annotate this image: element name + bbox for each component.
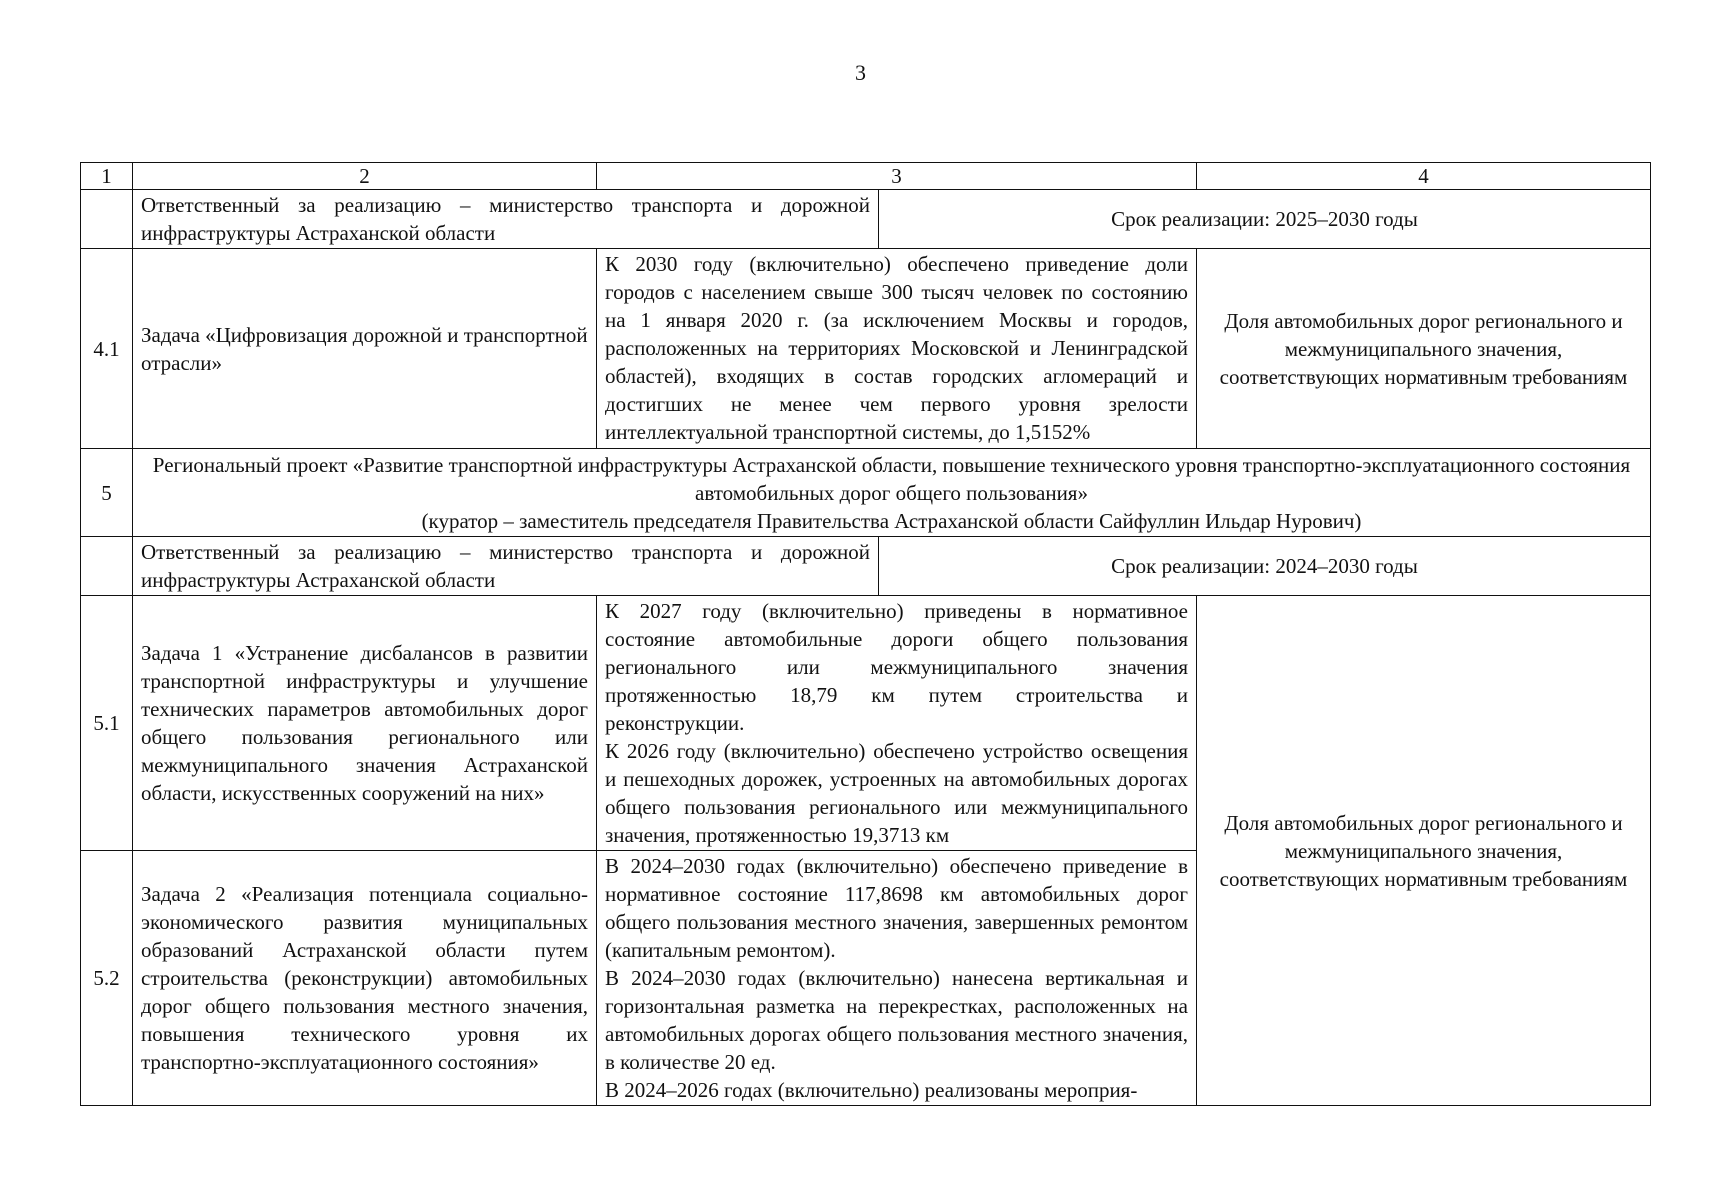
page-number: 3 — [855, 60, 866, 85]
result-paragraph: К 2027 году (включительно) приведены в нормативное состояние автомобильные дороги общего пользования регионального или межмуниципального значения протяженностью 18,79 км путем строительства и реконструкции. — [605, 599, 1188, 735]
task-cell: Задача 1 «Устранение дисбалансов в развитии транспортной инфраструктуры и улучшение технических параметров автомобильных дорог общего пользования регионального или межмуниципального значения Астраханской области, искусственных сооружений на них» — [133, 596, 597, 851]
responsible-row-5 — [81, 537, 1651, 596]
row-number: 5.2 — [81, 851, 133, 1106]
header-col-4: 4 — [1197, 163, 1651, 190]
result-cell — [597, 851, 1197, 1106]
program-table — [80, 162, 1651, 1106]
result-cell — [597, 596, 1197, 851]
task-cell: Задача «Цифровизация дорожной и транспортной отрасли» — [133, 249, 597, 449]
row-number: 4.1 — [81, 249, 133, 449]
project-row-5 — [81, 449, 1651, 537]
responsible-text: Ответственный за реализацию – министерство транспорта и дорожной инфраструктуры Астраханской области — [133, 537, 879, 596]
result-paragraph: В 2024–2030 годах (включительно) нанесена вертикальная и горизонтальная разметка на перекрестках, расположенных на автомобильных дорогах общего пользования местного значения, в количестве 20 ед. — [605, 966, 1188, 1074]
header-col-1: 1 — [81, 163, 133, 190]
row-number: 5.1 — [81, 596, 133, 851]
task-cell: Задача 2 «Реализация потенциала социально-экономического развития муниципальных образований Астраханской области путем строительства (реконструкции) автомобильных дорог общего пользования местного значения, повышения технического уровня их транспортно-эксплуатационного состояния» — [133, 851, 597, 1106]
result-paragraph: В 2024–2030 годах (включительно) обеспечено приведение в нормативное состояние 117,8698 км автомобильных дорог общего пользования местного значения, завершенных ремонтом (капитальным ремонтом). — [605, 854, 1188, 962]
indicator-cell: Доля автомобильных дорог регионального и межмуниципального значения, соответствующих нормативным требованиям — [1197, 596, 1651, 1106]
header-col-3: 3 — [597, 163, 1197, 190]
row-number: 5 — [81, 449, 133, 537]
indicator-cell: Доля автомобильных дорог регионального и межмуниципального значения, соответствующих нормативным требованиям — [1197, 249, 1651, 449]
header-col-2: 2 — [133, 163, 597, 190]
term-text: Срок реализации: 2025–2030 годы — [879, 190, 1651, 249]
table-row-4-1 — [81, 249, 1651, 449]
project-title: Региональный проект «Развитие транспортной инфраструктуры Астраханской области, повышение технического уровня транспортно-эксплуатационного состояния автомобильных дорог общего пользования» — [152, 452, 1631, 505]
table-row-5-1 — [81, 596, 1651, 851]
result-paragraph: В 2024–2026 годах (включительно) реализованы мероприя- — [605, 1078, 1138, 1102]
result-paragraph: К 2026 году (включительно) обеспечено устройство освещения и пешеходных дорожек, устроенных на автомобильных дорогах общего пользования регионального или межмуниципального значения, протяженностью 19,3713 км — [605, 739, 1188, 847]
header-row — [81, 163, 1651, 190]
project-title-cell — [133, 449, 1651, 537]
empty-cell — [81, 537, 133, 596]
responsible-text: Ответственный за реализацию – министерство транспорта и дорожной инфраструктуры Астраханской области — [133, 190, 879, 249]
responsible-row-4 — [81, 190, 1651, 249]
empty-cell — [81, 190, 133, 249]
project-curator: (куратор – заместитель председателя Правительства Астраханской области Сайфуллин Ильдар Нурович) — [421, 508, 1362, 533]
term-text: Срок реализации: 2024–2030 годы — [879, 537, 1651, 596]
result-cell: К 2030 году (включительно) обеспечено приведение доли городов с населением свыше 300 тысяч человек по состоянию на 1 января 2020 г. (за исключением Москвы и городов, расположенных на территориях Московской и Ленинградской областей), входящих в состав городских агломераций и достигших не менее чем первого уровня зрелости интеллектуальной транспортной системы, до 1,5152% — [597, 249, 1197, 449]
